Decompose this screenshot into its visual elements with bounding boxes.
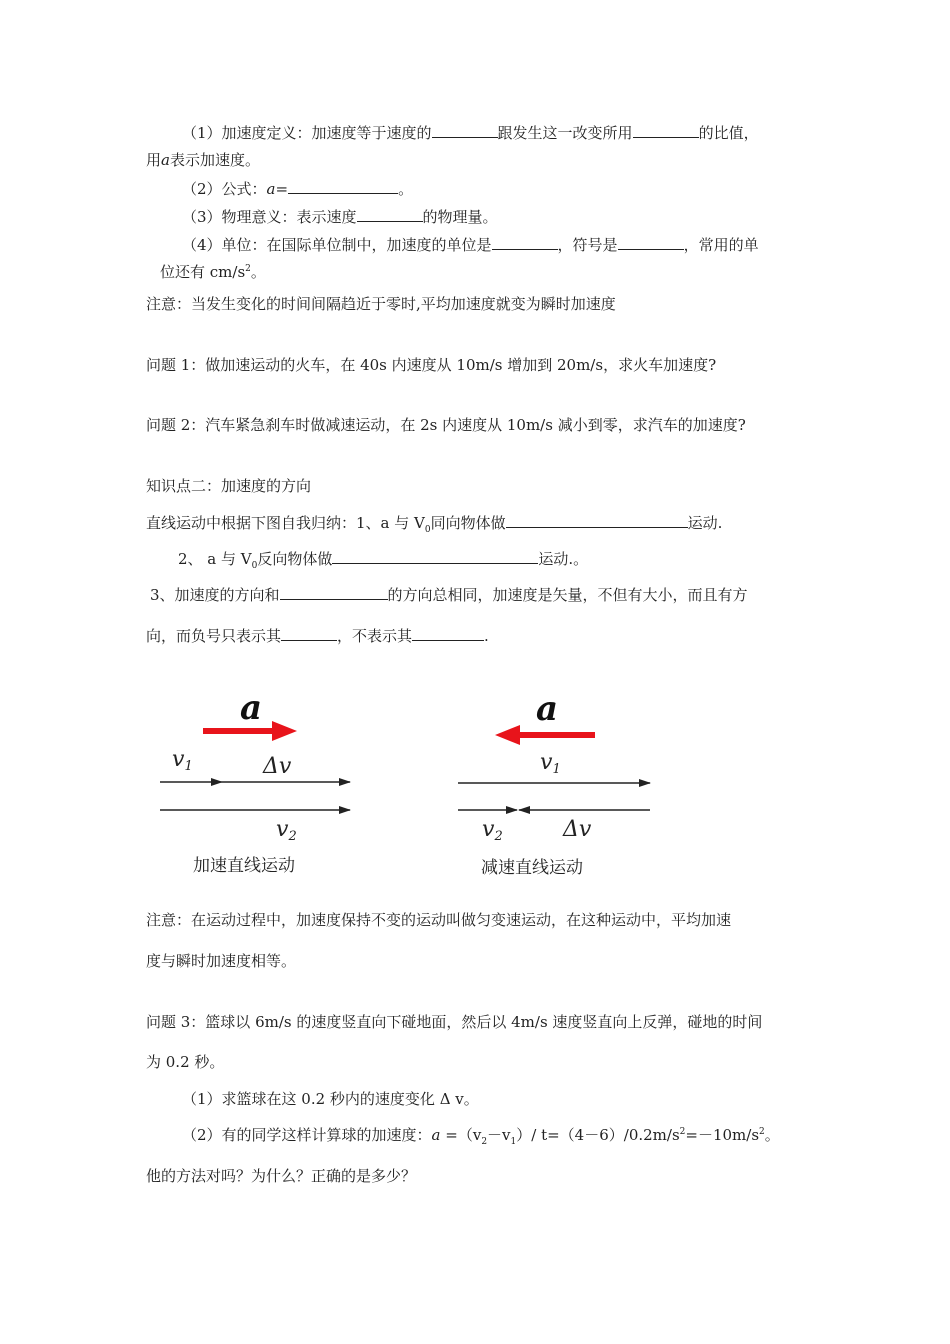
unit-end: 。 xyxy=(250,263,266,281)
unit-text-a: （4）单位：在国际单位制中，加速度的单位是 xyxy=(182,236,492,254)
left-v2-label: v2 xyxy=(276,817,297,844)
left-a-label: a xyxy=(240,688,263,728)
left-delta-v-label: Δv xyxy=(263,754,292,779)
direction-4-a: 向，而负号只表示其 xyxy=(146,627,282,645)
definition-text-c: 的比值， xyxy=(698,124,759,142)
var-a: a xyxy=(161,151,170,169)
section-2-title: 知识点二：加速度的方向 xyxy=(146,477,312,495)
q3-s2-sup1: 2 xyxy=(679,1127,686,1137)
question-3-line-2: 为 0.2 秒。 xyxy=(146,1053,225,1071)
q3-s2-b: =（v xyxy=(440,1126,482,1144)
right-caption: 减速直线运动 xyxy=(481,858,583,878)
q3-s2-sup2: 2 xyxy=(759,1127,765,1137)
q3-s2-var: a xyxy=(431,1126,441,1144)
question-1: 问题 1：做加速运动的火车，在 40s 内速度从 10m/s 增加到 20m/s，求火车加速度? xyxy=(146,356,717,374)
question-3-line-3: 他的方法对吗？为什么？正确的是多少？ xyxy=(146,1167,417,1185)
q3-s2-sub2: 2 xyxy=(481,1137,488,1147)
formula-end: 。 xyxy=(398,180,414,198)
unit-text-d: 位还有 cm/s xyxy=(160,263,246,281)
question-3-sub-2 xyxy=(182,1125,780,1145)
q3-s2-a: （2）有的同学这样计算球的加速度： xyxy=(182,1126,432,1144)
definition-text-e: 表示加速度。 xyxy=(169,151,260,169)
definition-text-d: 用 xyxy=(146,151,162,169)
direction-1-sub: 0 xyxy=(424,525,431,535)
left-acceleration-arrowhead xyxy=(272,721,297,741)
unit-sup: 2 xyxy=(245,264,251,274)
question-3-line-1: 问题 3：篮球以 6m/s 的速度竖直向下碰地面，然后以 4m/s 速度竖直向上反弹，碰地的时间 xyxy=(146,1013,763,1031)
direction-4-c: . xyxy=(484,627,489,645)
left-v1-label: v1 xyxy=(172,747,193,774)
meaning-text-b: 的物理量。 xyxy=(422,208,498,226)
question-2: 问题 2：汽车紧急刹车时做减速运动，在 2s 内速度从 10m/s 减小到零，求汽车的加速度? xyxy=(146,416,746,434)
direction-2-sub: 0 xyxy=(251,561,258,571)
meaning-text-a: （3）物理意义：表示速度 xyxy=(182,208,357,226)
definition-text-a: （1）加速度定义：加速度等于速度的 xyxy=(182,124,432,142)
direction-2-b: 反向物体做 xyxy=(257,550,333,568)
note-instantaneous: 注意：当发生变化的时间间隔趋近于零时,平均加速度就变为瞬时加速度 xyxy=(146,295,616,313)
unit-text-c: ，常用的单 xyxy=(683,236,759,254)
q3-s2-c: －v xyxy=(487,1126,511,1144)
note-uniform-acceleration-1: 注意：在运动过程中，加速度保持不变的运动叫做匀变速运动，在这种运动中，平均加速 xyxy=(146,911,732,929)
direction-1-a: 直线运动中根据下图自我归纳：1、a 与 V xyxy=(146,514,425,532)
right-v1-label: v1 xyxy=(540,750,561,777)
accelerating-diagram xyxy=(160,688,350,876)
left-caption: 加速直线运动 xyxy=(193,856,295,876)
definition-text-b: 跟发生这一改变所用 xyxy=(497,124,633,142)
direction-4-b: ，不表示其 xyxy=(337,627,413,645)
right-v2-label: v2 xyxy=(482,817,503,844)
q3-s2-f: 。 xyxy=(764,1126,780,1144)
direction-1-b: 同向物体做 xyxy=(430,514,506,532)
note-uniform-acceleration-2: 度与瞬时加速度相等。 xyxy=(146,952,297,970)
formula-var: a= xyxy=(266,180,289,198)
right-a-label: a xyxy=(536,689,559,729)
direction-2-c: 运动.。 xyxy=(538,550,589,568)
direction-3-b: 的方向总相同，加速度是矢量，不但有大小，而且有方 xyxy=(387,586,748,604)
question-3-sub-1: （1）求篮球在这 0.2 秒内的速度变化 Δ v。 xyxy=(182,1090,479,1108)
q3-s2-d: ）/ t=（4－6）/0.2m/s xyxy=(516,1126,680,1144)
q3-s2-e: =－10m/s xyxy=(685,1126,760,1144)
direction-3-a: 3、加速度的方向和 xyxy=(150,586,280,604)
unit-text-b: ，符号是 xyxy=(557,236,618,254)
right-delta-v-label: Δv xyxy=(563,817,592,842)
formula-label: （2）公式： xyxy=(182,180,267,198)
direction-1-c: 运动. xyxy=(687,514,723,532)
decelerating-diagram xyxy=(458,689,650,878)
right-acceleration-arrowhead xyxy=(495,725,520,745)
direction-2-a: 2、 a 与 V xyxy=(178,550,252,568)
q3-s2-sub1: 1 xyxy=(510,1137,517,1147)
